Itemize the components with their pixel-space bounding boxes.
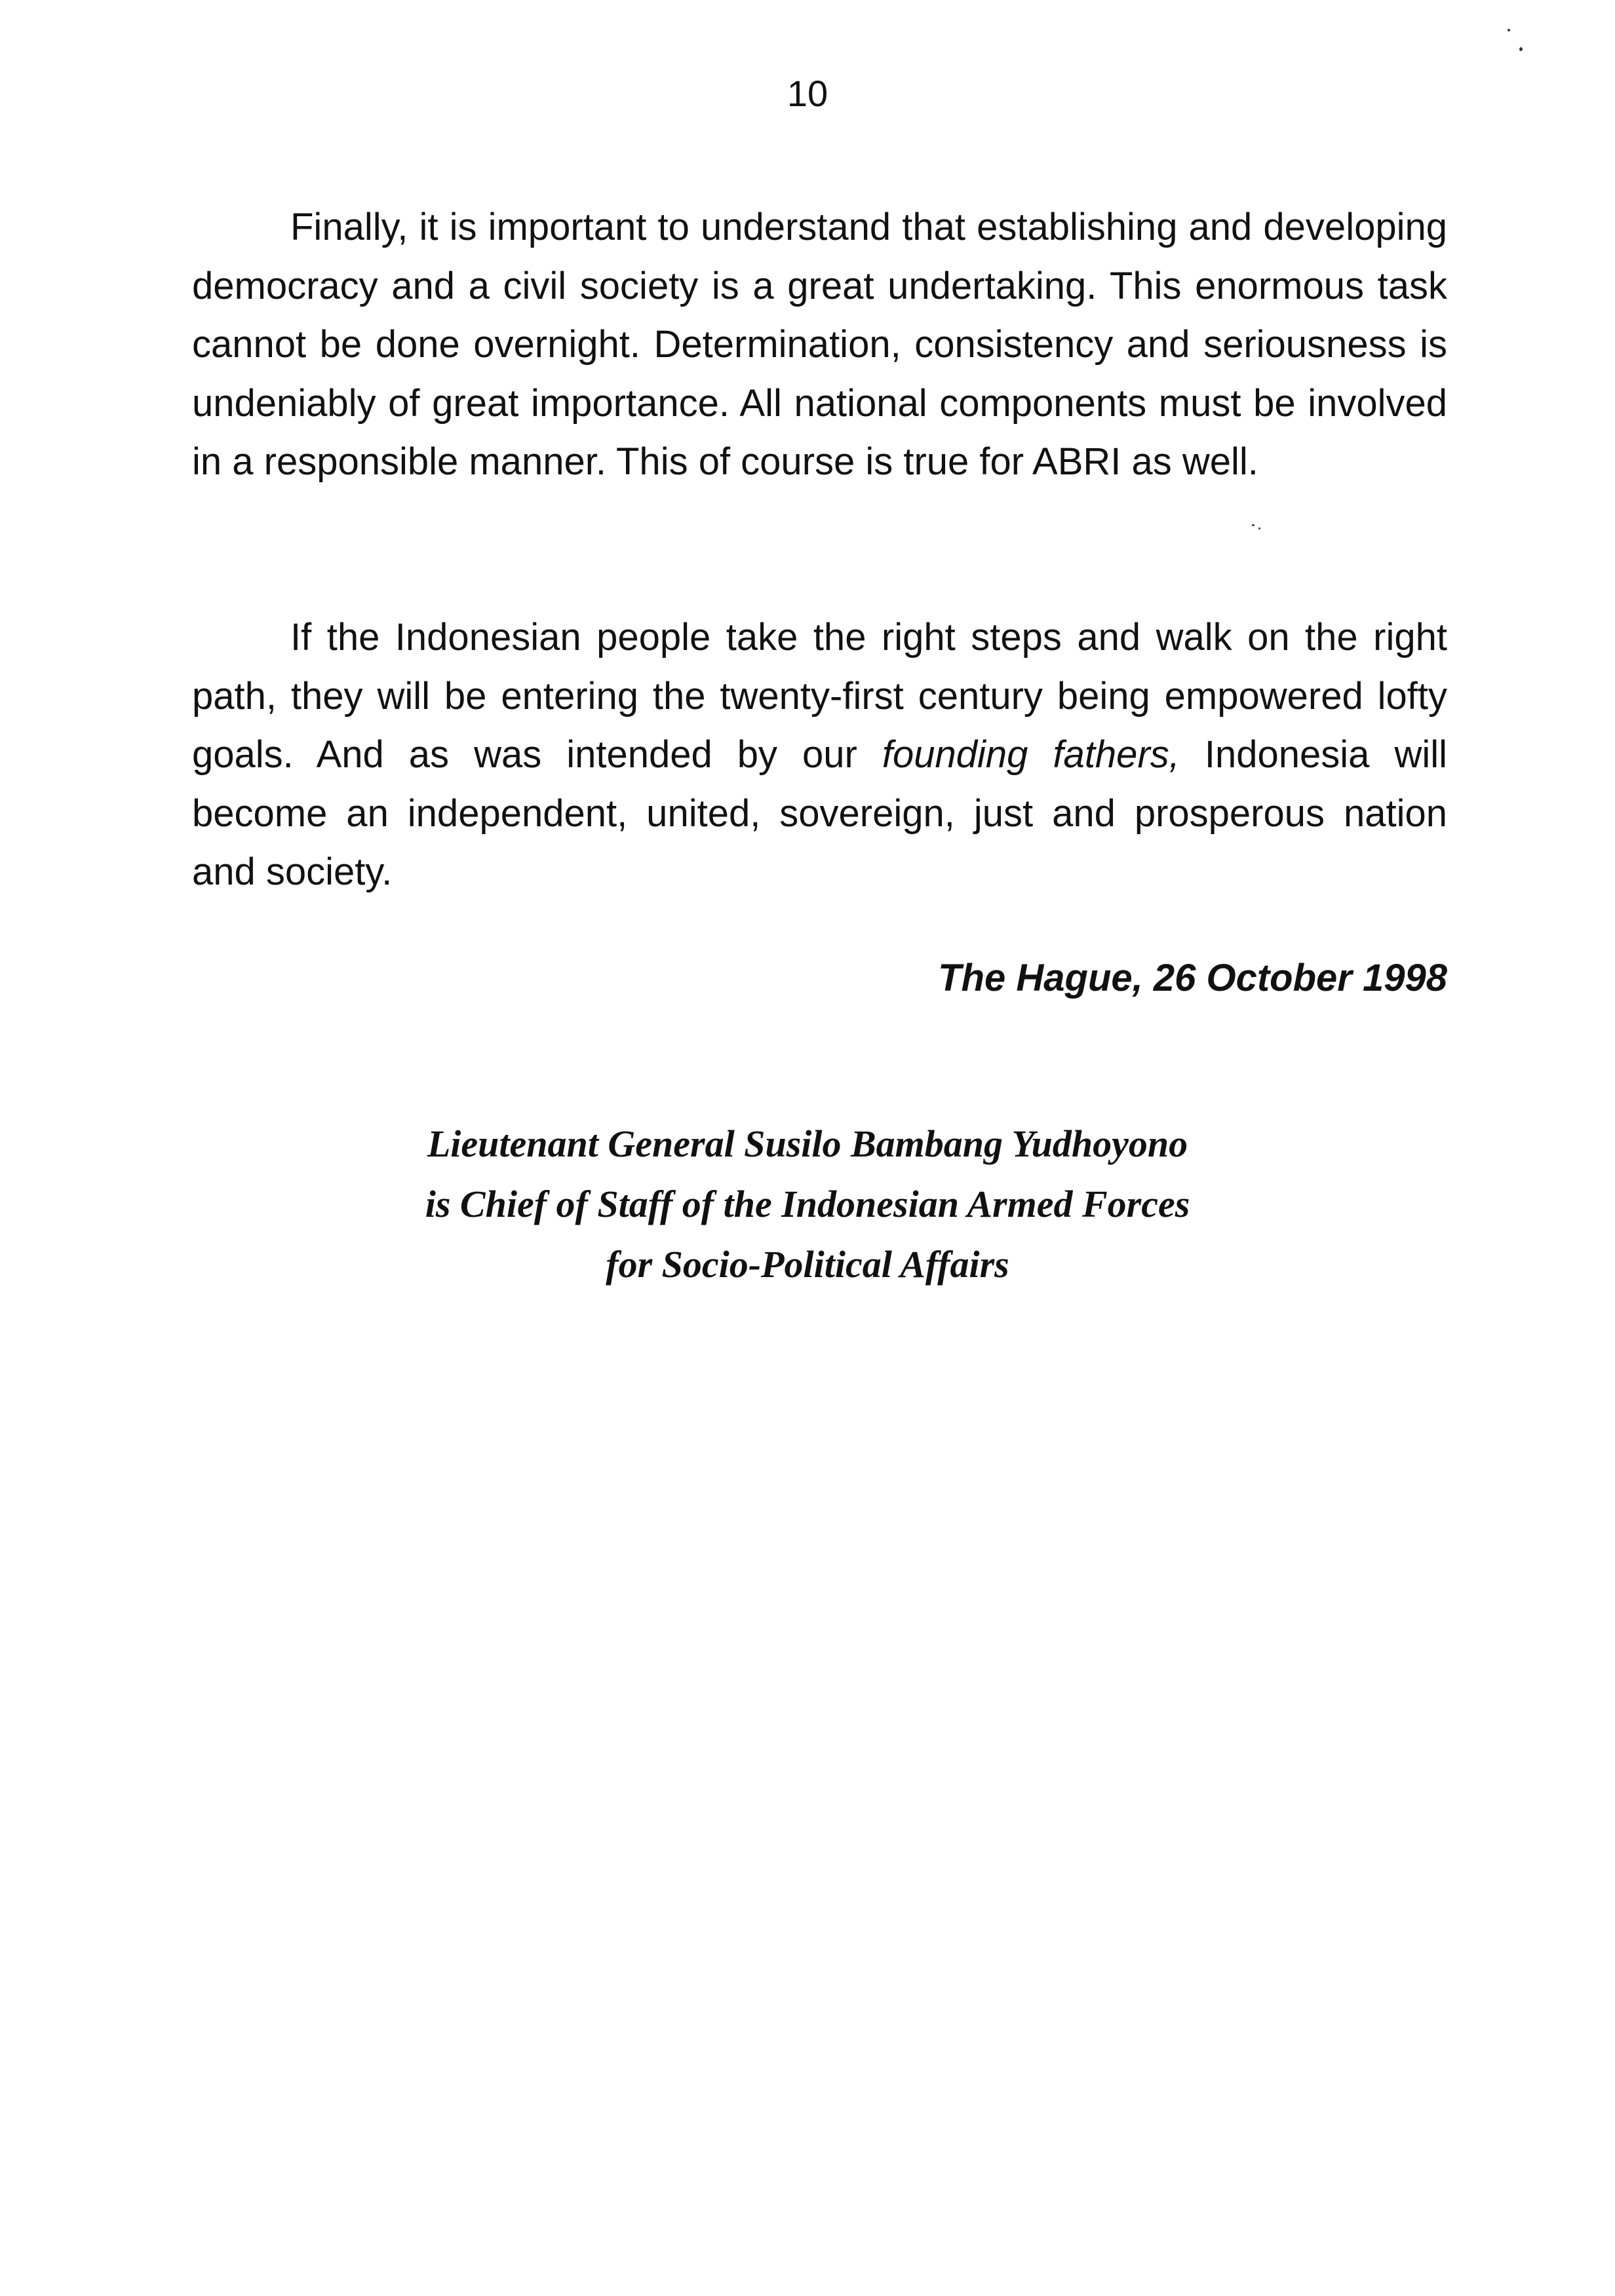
author-department-line: for Socio-Political Affairs: [606, 1243, 1009, 1286]
author-attribution: [0, 1114, 1615, 1295]
scan-speck: [1258, 527, 1260, 529]
place-date-line: The Hague, 26 October 1998: [938, 957, 1447, 999]
scan-speck: [1252, 524, 1255, 526]
page-number: 10: [787, 73, 828, 114]
author-title-line: is Chief of Staff of the Indonesian Armed Forces: [425, 1183, 1190, 1225]
founding-fathers-emphasis: founding fathers,: [882, 733, 1180, 776]
scan-speck: [1508, 29, 1510, 31]
scan-speck: [1519, 47, 1523, 51]
paragraph-outlook-text-start: If the Indonesian people take the right steps and walk on the right path, they will be entering the twenty-first century being empowered lofty goals. And as was intended by our: [192, 616, 1447, 776]
author-name-line: Lieutenant General Susilo Bambang Yudhoyono: [427, 1122, 1188, 1165]
paragraph-outlook-text-end: Indonesia will become an independent, united, sovereign, just and prosperous nation and society.: [192, 733, 1447, 893]
paragraph-outlook: [192, 608, 1447, 902]
paragraph-conclusion: [192, 198, 1447, 491]
paragraph-conclusion-text: Finally, it is important to understand that establishing and developing democracy and a civil society is a great undertaking. This enormous task cannot be done overnight. Determination, consistency and seriousness is undeniably of great importance. All national components must be involved in a responsible manner. This of course is true for ABRI as well.: [192, 206, 1447, 483]
